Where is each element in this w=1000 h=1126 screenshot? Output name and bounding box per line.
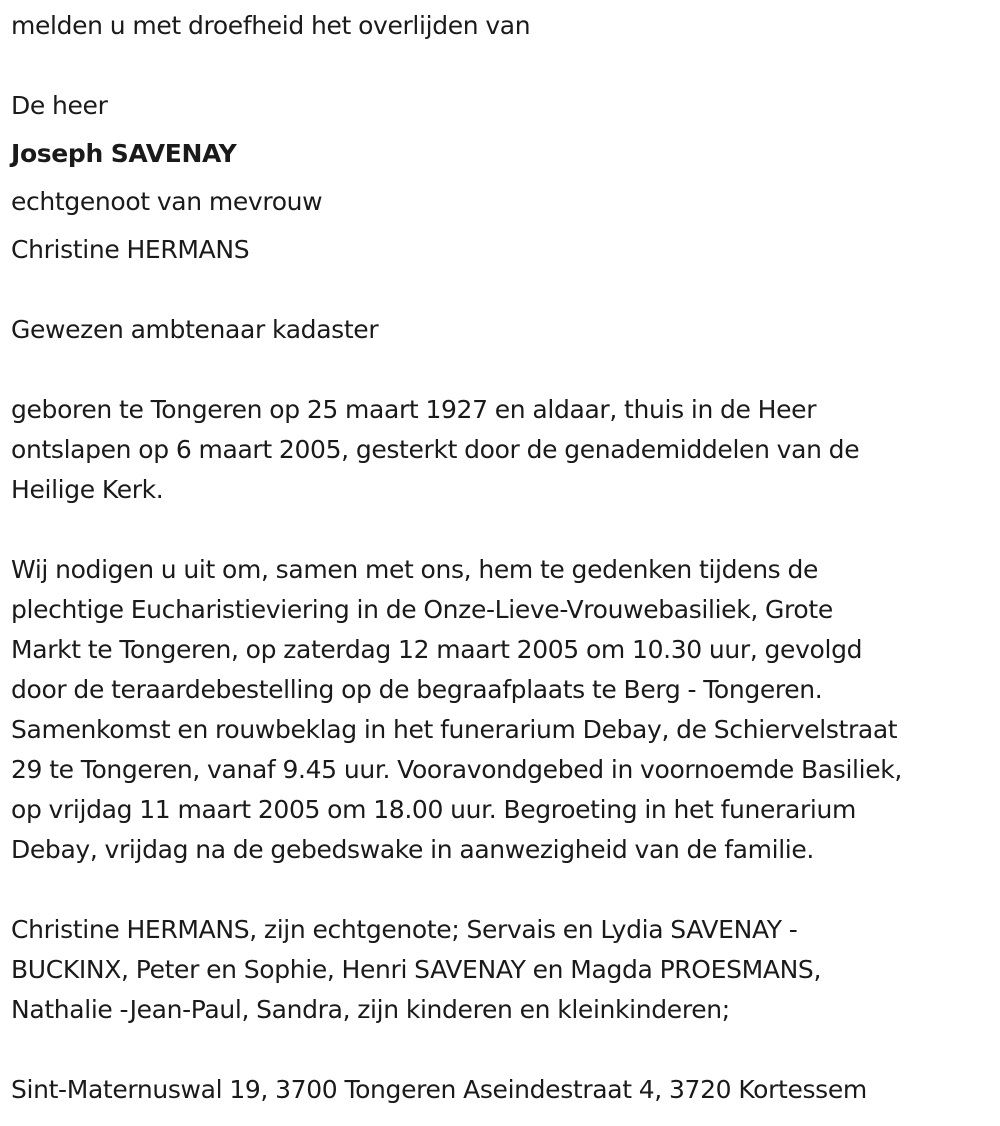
family-paragraph — [11, 910, 996, 1030]
paragraph-line: Samenkomst en rouwbeklag in het funerarium Debay, de Schiervelstraat — [11, 715, 898, 744]
paragraph-line: Markt te Tongeren, op zaterdag 12 maart 2005 om 10.30 uur, gevolgd — [11, 635, 863, 664]
intro-text: melden u met droefheid het overlijden van — [11, 11, 531, 40]
birth-death-paragraph — [11, 390, 996, 510]
paragraph-line: op vrijdag 11 maart 2005 om 18.00 uur. Begroeting in het funerarium — [11, 795, 856, 824]
paragraph-line: BUCKINX, Peter en Sophie, Henri SAVENAY en Magda PROESMANS, — [11, 955, 822, 984]
addresses: Sint-Maternuswal 19, 3700 Tongeren Aseindestraat 4, 3720 Kortessem — [11, 1075, 867, 1104]
spacer — [11, 350, 996, 390]
paragraph-line: Wij nodigen u uit om, samen met ons, hem te gedenken tijdens de — [11, 555, 819, 584]
obituary-notice — [11, 6, 996, 1110]
paragraph-line: Heilige Kerk. — [11, 475, 164, 504]
spacer — [11, 870, 996, 910]
spacer — [11, 510, 996, 550]
paragraph-line: plechtige Eucharistieviering in de Onze-Lieve-Vrouwebasiliek, Grote — [11, 595, 833, 624]
paragraph-line: Debay, vrijdag na de gebedswake in aanwezigheid van de familie. — [11, 835, 815, 864]
salutation: De heer — [11, 91, 108, 120]
spacer — [11, 1030, 996, 1070]
spouse-label: echtgenoot van mevrouw — [11, 187, 323, 216]
paragraph-line: Christine HERMANS, zijn echtgenote; Servais en Lydia SAVENAY - — [11, 915, 798, 944]
occupation: Gewezen ambtenaar kadaster — [11, 315, 379, 344]
paragraph-line: 29 te Tongeren, vanaf 9.45 uur. Vooravondgebed in voornoemde Basiliek, — [11, 755, 902, 784]
paragraph-line: Nathalie -Jean-Paul, Sandra, zijn kinderen en kleinkinderen; — [11, 995, 730, 1024]
spouse-name: Christine HERMANS — [11, 235, 250, 264]
paragraph-line: geboren te Tongeren op 25 maart 1927 en aldaar, thuis in de Heer — [11, 395, 817, 424]
ceremony-paragraph — [11, 550, 996, 870]
paragraph-line: door de teraardebestelling op de begraafplaats te Berg - Tongeren. — [11, 675, 823, 704]
paragraph-line: ontslapen op 6 maart 2005, gesterkt door de genademiddelen van de — [11, 435, 860, 464]
spacer — [11, 46, 996, 86]
deceased-name: Joseph SAVENAY — [11, 139, 237, 168]
spacer — [11, 270, 996, 310]
